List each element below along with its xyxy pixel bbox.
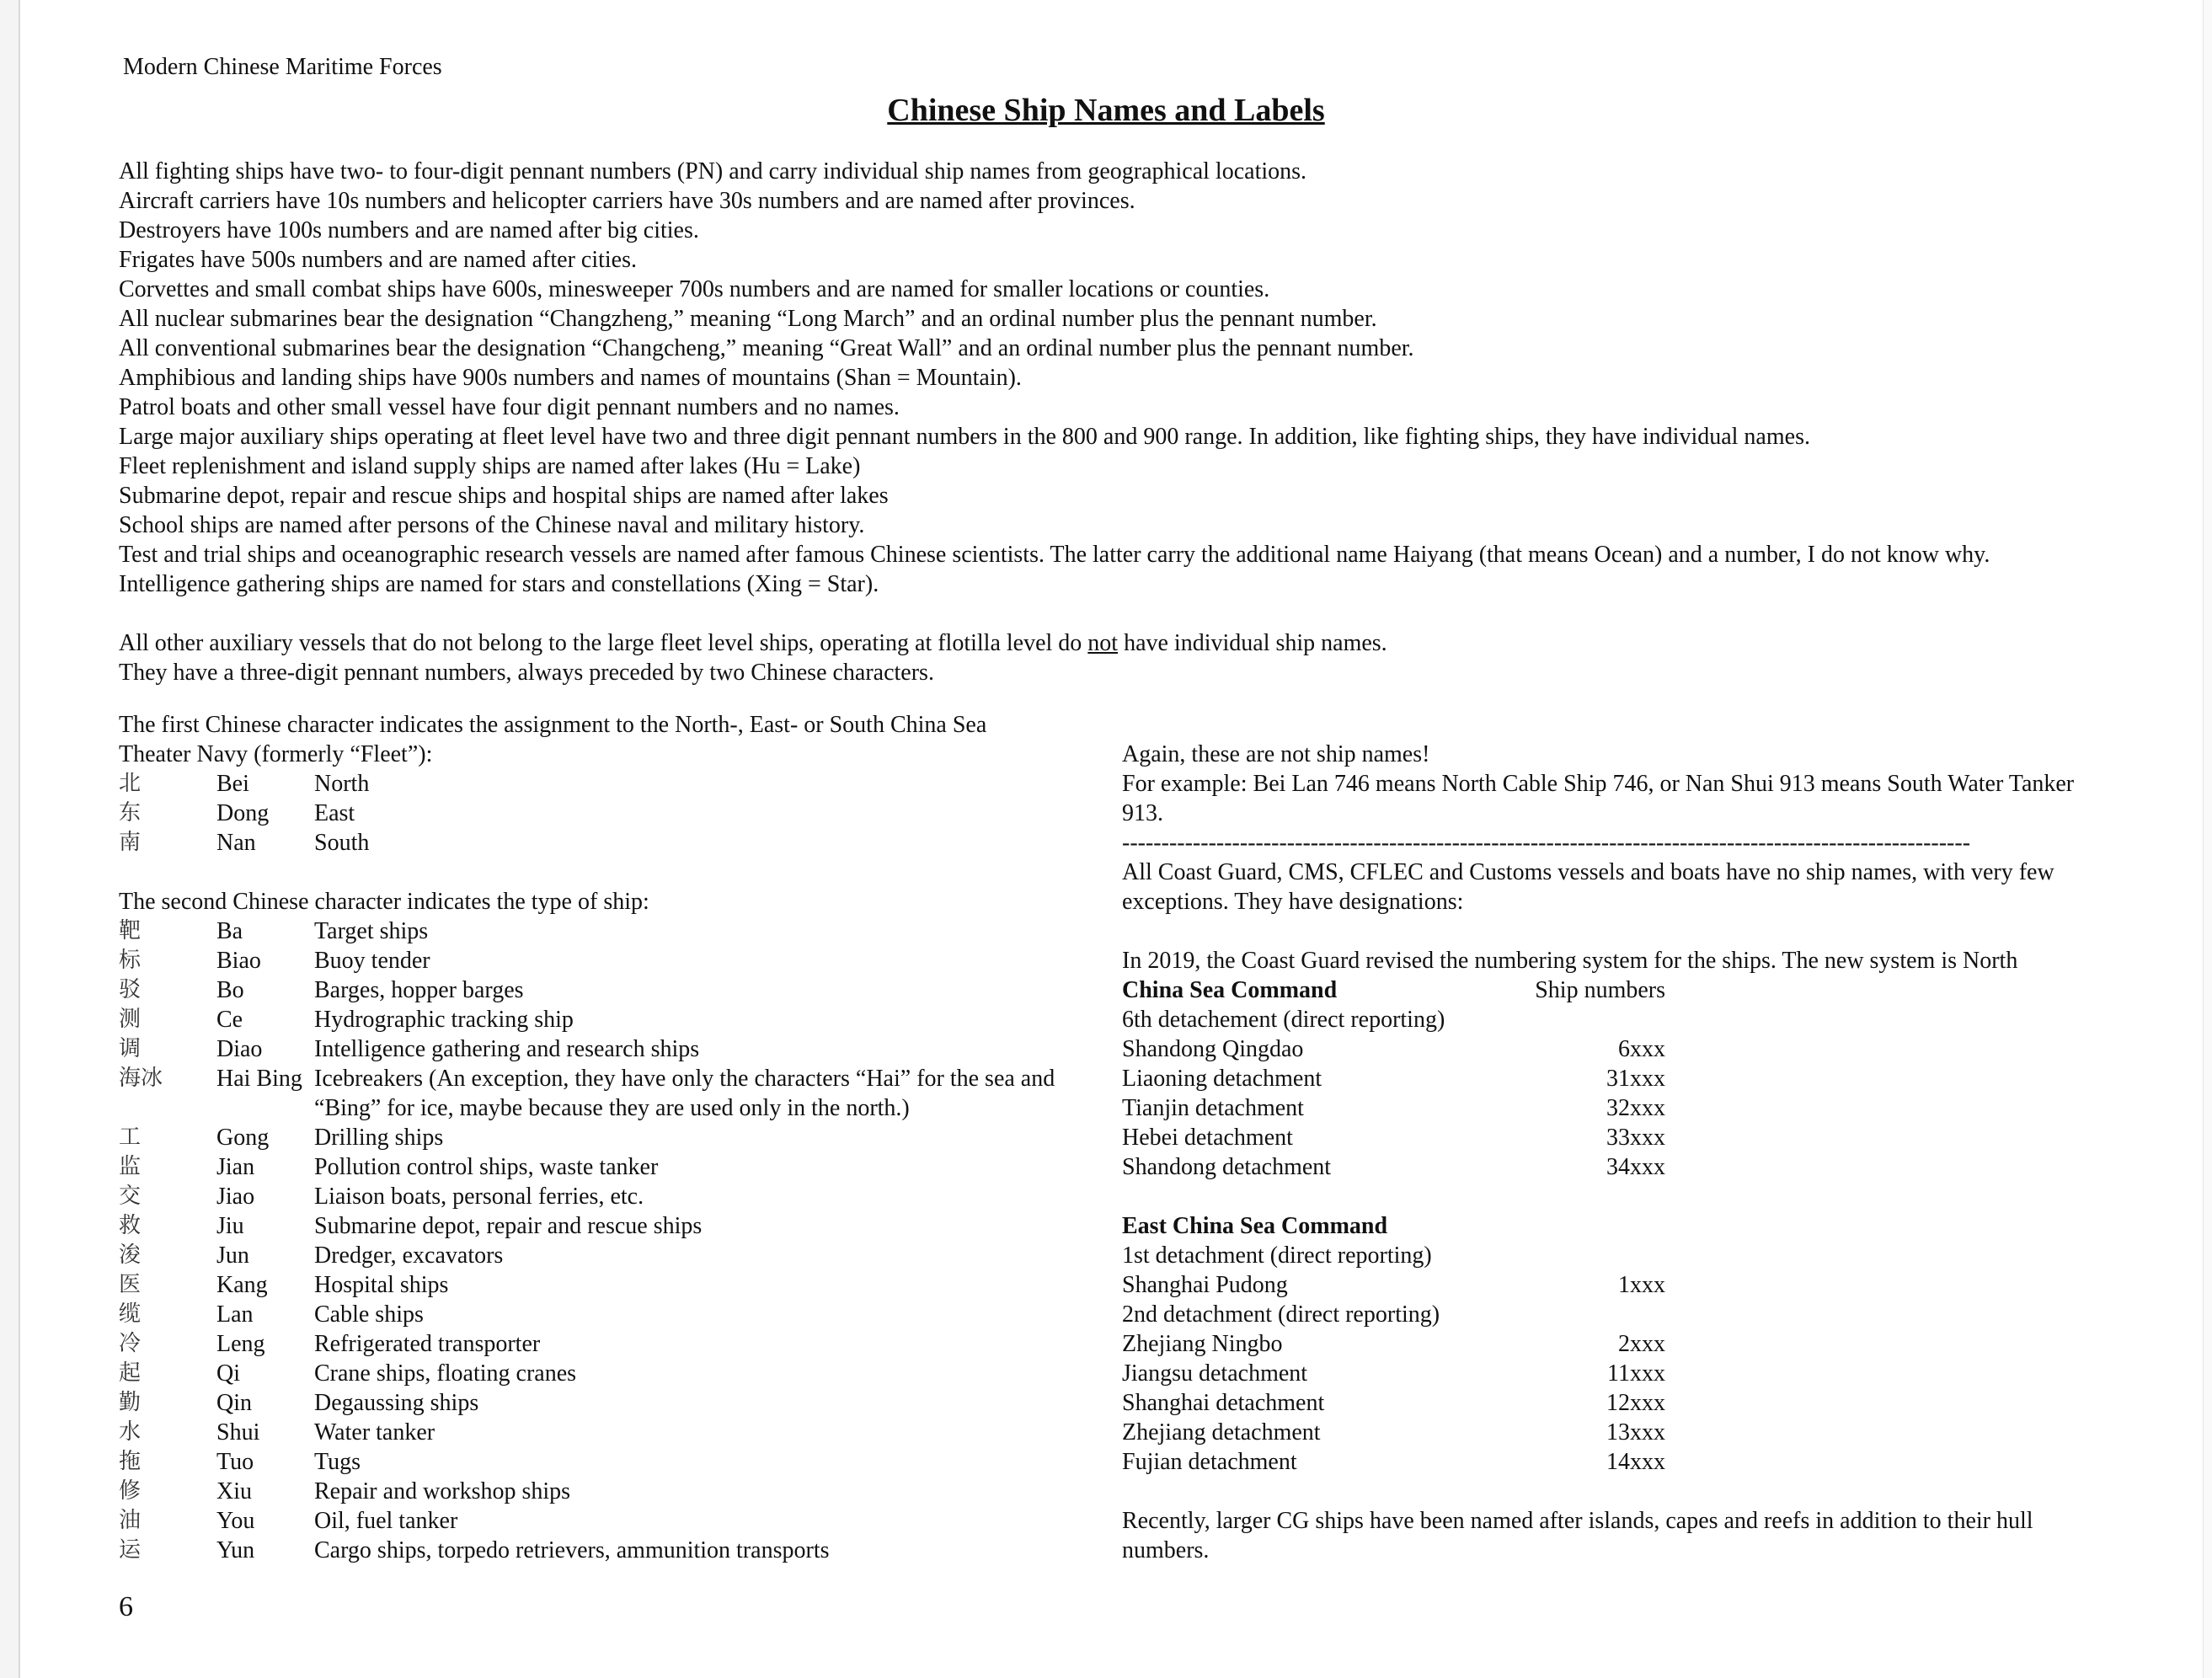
intro-paragraph — [119, 157, 2174, 687]
chinese-character: 缆 — [119, 1301, 142, 1327]
intro-line: All conventional submarines bear the designation “Changcheng,” meaning “Great Wall” and an ordinal number plus the pennant number. — [119, 335, 1414, 361]
table-row — [119, 1329, 1079, 1359]
type-intro: The second Chinese character indicates the type of ship: — [119, 889, 649, 915]
chinese-character: 救 — [119, 1213, 142, 1238]
detachment-name: Shanghai Pudong — [1122, 1272, 1288, 1298]
pinyin: Bo — [216, 977, 244, 1003]
intro-line: Submarine depot, repair and rescue ships and hospital ships are named after lakes — [119, 483, 889, 509]
intro-line: Frigates have 500s numbers and are named after cities. — [119, 247, 638, 273]
pinyin: Jiao — [216, 1184, 255, 1210]
intro-line: Test and trial ships and oceanographic research vessels are named after famous Chinese scientists. The latter carry the additional name Haiyang (that means Ocean) and a number, I do not know why. — [119, 542, 1990, 568]
chinese-character: 拖 — [119, 1449, 142, 1474]
table-row — [1122, 1388, 1665, 1418]
meaning: Pollution control ships, waste tanker — [314, 1154, 659, 1180]
recently-note: Recently, larger CG ships have been named after islands, capes and reefs in addition to their hull numbers. — [1122, 1508, 2033, 1563]
pinyin: Gong — [216, 1125, 270, 1151]
table-row — [119, 1241, 1079, 1270]
table-row — [1122, 1123, 1665, 1152]
meaning: Target ships — [314, 918, 429, 944]
chinese-character: 油 — [119, 1508, 142, 1533]
character-tables — [119, 710, 1079, 1565]
detachment-name: 2nd detachment (direct reporting) — [1122, 1301, 1440, 1328]
table-row — [1122, 1064, 1665, 1093]
chinese-character: 海冰 — [119, 1066, 163, 1091]
intro-line: All fighting ships have two- to four-digit pennant numbers (PN) and carry individual ship names from geographical locations. — [119, 158, 1307, 184]
coast-guard-note: All Coast Guard, CMS, CFLEC and Customs vessels and boats have no ship names, with very few exceptions. They have designations: — [1122, 859, 2054, 915]
meaning: North — [314, 771, 370, 797]
ship-number: 34xxx — [1606, 1154, 1665, 1180]
fleet-table — [119, 769, 1079, 858]
table-row — [1122, 1270, 1665, 1300]
pinyin: Biao — [216, 948, 261, 974]
pinyin: Leng — [216, 1331, 265, 1357]
pinyin: Kang — [216, 1272, 268, 1298]
table-row — [1122, 1329, 1665, 1359]
chinese-character: 工 — [119, 1125, 142, 1150]
table-row — [119, 769, 1079, 799]
chinese-character: 南 — [119, 830, 142, 855]
pinyin: Qin — [216, 1390, 252, 1416]
ship-number: 1xxx — [1618, 1272, 1665, 1298]
meaning: South — [314, 830, 370, 856]
meaning: Oil, fuel tanker — [314, 1508, 458, 1534]
intro-line: School ships are named after persons of the Chinese naval and military history. — [119, 512, 865, 538]
table-row — [119, 1064, 1079, 1123]
table-row — [1122, 1241, 1665, 1270]
detachment-name: Hebei detachment — [1122, 1125, 1293, 1151]
pinyin: Jian — [216, 1154, 255, 1180]
meaning: Crane ships, floating cranes — [314, 1360, 577, 1387]
chinese-character: 靶 — [119, 918, 142, 943]
meaning: Intelligence gathering and research ships — [314, 1036, 700, 1062]
pinyin: Tuo — [216, 1449, 254, 1475]
table-row — [119, 1182, 1079, 1211]
chinese-character: 医 — [119, 1272, 142, 1297]
chinese-character: 交 — [119, 1184, 142, 1209]
pinyin: Lan — [216, 1301, 254, 1328]
detachment-name: 1st detachment (direct reporting) — [1122, 1242, 1432, 1269]
table-row — [1122, 1418, 1665, 1447]
detachment-name: Fujian detachment — [1122, 1449, 1297, 1475]
ship-number: 6xxx — [1618, 1036, 1665, 1062]
table-row — [1122, 1300, 1665, 1329]
table-row — [119, 975, 1079, 1005]
table-row — [1122, 1005, 1665, 1034]
detachment-name: Tianjin detachment — [1122, 1095, 1304, 1121]
chinese-character: 水 — [119, 1419, 142, 1445]
meaning: Drilling ships — [314, 1125, 444, 1151]
chinese-character: 冷 — [119, 1331, 142, 1356]
table-row — [119, 1506, 1079, 1536]
chinese-character: 浚 — [119, 1242, 142, 1268]
detachment-name: Shandong detachment — [1122, 1154, 1332, 1180]
chinese-character: 修 — [119, 1478, 142, 1504]
table-row — [119, 1152, 1079, 1182]
meaning: Degaussing ships — [314, 1390, 479, 1416]
pinyin: Jiu — [216, 1213, 244, 1239]
north-command-heading-row — [1122, 975, 1665, 1005]
meaning: Repair and workshop ships — [314, 1478, 571, 1504]
meaning: Cargo ships, torpedo retrievers, ammunition transports — [314, 1537, 830, 1563]
intro-line: Intelligence gathering ships are named for stars and constellations (Xing = Star). — [119, 571, 879, 597]
table-row — [119, 1477, 1079, 1506]
chinese-character: 标 — [119, 948, 142, 973]
auxiliary-line-2: They have a three-digit pennant numbers, always preceded by two Chinese characters. — [119, 660, 934, 686]
chinese-character: 驳 — [119, 977, 142, 1002]
intro-line: Corvettes and small combat ships have 600s, minesweeper 700s numbers and are named for smaller locations or counties. — [119, 276, 1270, 302]
chinese-character: 监 — [119, 1154, 142, 1179]
detachment-name: Liaoning detachment — [1122, 1066, 1322, 1092]
east-command-heading: East China Sea Command — [1122, 1213, 1388, 1239]
detachment-name: Zhejiang Ningbo — [1122, 1331, 1283, 1357]
ship-number: 2xxx — [1618, 1331, 1665, 1357]
again-note: Again, these are not ship names! — [1122, 741, 1430, 767]
meaning: Hydrographic tracking ship — [314, 1007, 574, 1033]
example-note: For example: Bei Lan 746 means North Cable Ship 746, or Nan Shui 913 means South Water Tanker 913. — [1122, 771, 2075, 826]
separator-line: ------------------------------------------------------------------------------------------------------------ — [1122, 830, 1971, 856]
chinese-character: 运 — [119, 1537, 142, 1563]
fleet-intro: The first Chinese character indicates the assignment to the North-, East- or South China Sea — [119, 712, 987, 738]
auxiliary-text-after: have individual ship names. — [1118, 630, 1387, 656]
table-row — [1122, 1359, 1665, 1388]
table-row — [119, 828, 1079, 858]
intro-line: Patrol boats and other small vessel have four digit pennant numbers and no names. — [119, 394, 900, 420]
table-row — [1122, 1093, 1665, 1123]
table-row — [119, 1359, 1079, 1388]
running-header: Modern Chinese Maritime Forces — [123, 54, 442, 80]
meaning: Barges, hopper barges — [314, 977, 524, 1003]
chinese-character: 起 — [119, 1360, 142, 1386]
pinyin: Yun — [216, 1537, 255, 1563]
table-row — [119, 1447, 1079, 1477]
table-row — [119, 1211, 1079, 1241]
pinyin: You — [216, 1508, 255, 1534]
north-command-heading: China Sea Command — [1122, 977, 1338, 1003]
auxiliary-text-before: All other auxiliary vessels that do not belong to the large fleet level ships, operating at flotilla level do — [119, 630, 1088, 656]
meaning: Cable ships — [314, 1301, 424, 1328]
pinyin: Bei — [216, 771, 249, 797]
meaning: Water tanker — [314, 1419, 435, 1446]
type-table — [119, 916, 1079, 1565]
ship-number: 14xxx — [1606, 1449, 1665, 1475]
intro-line: Destroyers have 100s numbers and are named after big cities. — [119, 217, 699, 243]
meaning: Liaison boats, personal ferries, etc. — [314, 1184, 644, 1210]
pinyin: Ce — [216, 1007, 243, 1033]
ship-number: 11xxx — [1607, 1360, 1665, 1387]
auxiliary-emphasis: not — [1087, 630, 1119, 656]
chinese-character: 北 — [119, 771, 142, 796]
ship-number — [1522, 1300, 1665, 1329]
table-row — [119, 1418, 1079, 1447]
meaning: Submarine depot, repair and rescue ships — [314, 1213, 703, 1239]
ship-number — [1522, 1241, 1665, 1270]
intro-line: All nuclear submarines bear the designation “Changzheng,” meaning “Long March” and an ordinal number plus the pennant number. — [119, 306, 1377, 332]
table-row — [119, 1034, 1079, 1064]
table-row — [119, 916, 1079, 946]
detachment-name: 6th detachement (direct reporting) — [1122, 1007, 1445, 1033]
auxiliary-line — [119, 628, 2174, 658]
meaning: Tugs — [314, 1449, 361, 1475]
meaning: Dredger, excavators — [314, 1242, 504, 1269]
table-row — [1122, 1034, 1665, 1064]
detachment-name: Shandong Qingdao — [1122, 1036, 1304, 1062]
intro-line: Large major auxiliary ships operating at fleet level have two and three digit pennant numbers in the 800 and 900 range. In addition, like fighting ships, they have individual names. — [119, 424, 1810, 450]
intro-line: Amphibious and landing ships have 900s numbers and names of mountains (Shan = Mountain). — [119, 365, 1022, 391]
detachment-name: Jiangsu detachment — [1122, 1360, 1308, 1387]
pinyin: Xiu — [216, 1478, 252, 1504]
ship-number: 13xxx — [1606, 1419, 1665, 1446]
table-row — [119, 1536, 1079, 1565]
pinyin: Diao — [216, 1036, 263, 1062]
ship-number — [1522, 1005, 1665, 1034]
pinyin: Dong — [216, 800, 270, 826]
pinyin: Ba — [216, 918, 243, 944]
meaning: Hospital ships — [314, 1272, 449, 1298]
meaning: Refrigerated transporter — [314, 1331, 541, 1357]
page-number: 6 — [119, 1591, 133, 1622]
ship-numbers-header: Ship numbers — [1535, 977, 1665, 1003]
chinese-character: 勤 — [119, 1390, 142, 1415]
meaning: East — [314, 800, 355, 826]
pinyin: Hai Bing — [216, 1066, 302, 1092]
intro-line: Fleet replenishment and island supply ships are named after lakes (Hu = Lake) — [119, 453, 861, 479]
chinese-character: 东 — [119, 800, 142, 826]
pinyin: Qi — [216, 1360, 240, 1387]
table-row — [119, 1270, 1079, 1300]
pinyin: Nan — [216, 830, 256, 856]
coast-guard-column — [1122, 740, 2091, 1565]
table-row — [119, 946, 1079, 975]
table-row — [119, 1005, 1079, 1034]
pinyin: Shui — [216, 1419, 260, 1446]
page-title: Chinese Ship Names and Labels — [887, 93, 1325, 128]
intro-line: Aircraft carriers have 10s numbers and helicopter carriers have 30s numbers and are named after provinces. — [119, 188, 1135, 214]
table-row — [1122, 1152, 1665, 1182]
chinese-character: 测 — [119, 1007, 142, 1032]
meaning: Buoy tender — [314, 948, 430, 974]
fleet-intro-2: Theater Navy (formerly “Fleet”): — [119, 741, 433, 767]
table-row — [119, 799, 1079, 828]
meaning: Icebreakers (An exception, they have only the characters “Hai” for the sea and “Bing” for ice, maybe because they are used only in the north.) — [314, 1066, 1055, 1121]
revision-note: In 2019, the Coast Guard revised the numbering system for the ships. The new system is North — [1122, 948, 2018, 974]
ship-number: 12xxx — [1606, 1390, 1665, 1416]
ship-number: 31xxx — [1606, 1066, 1665, 1092]
page-left-edge — [0, 0, 20, 1678]
chinese-character: 调 — [119, 1036, 142, 1061]
pinyin: Jun — [216, 1242, 249, 1269]
detachment-name: Shanghai detachment — [1122, 1390, 1325, 1416]
table-row — [119, 1300, 1079, 1329]
page-right-edge — [2203, 0, 2212, 1678]
table-row — [119, 1388, 1079, 1418]
table-row — [1122, 1447, 1665, 1477]
ship-number: 33xxx — [1606, 1125, 1665, 1151]
ship-number: 32xxx — [1606, 1095, 1665, 1121]
detachment-name: Zhejiang detachment — [1122, 1419, 1321, 1446]
table-row — [119, 1123, 1079, 1152]
